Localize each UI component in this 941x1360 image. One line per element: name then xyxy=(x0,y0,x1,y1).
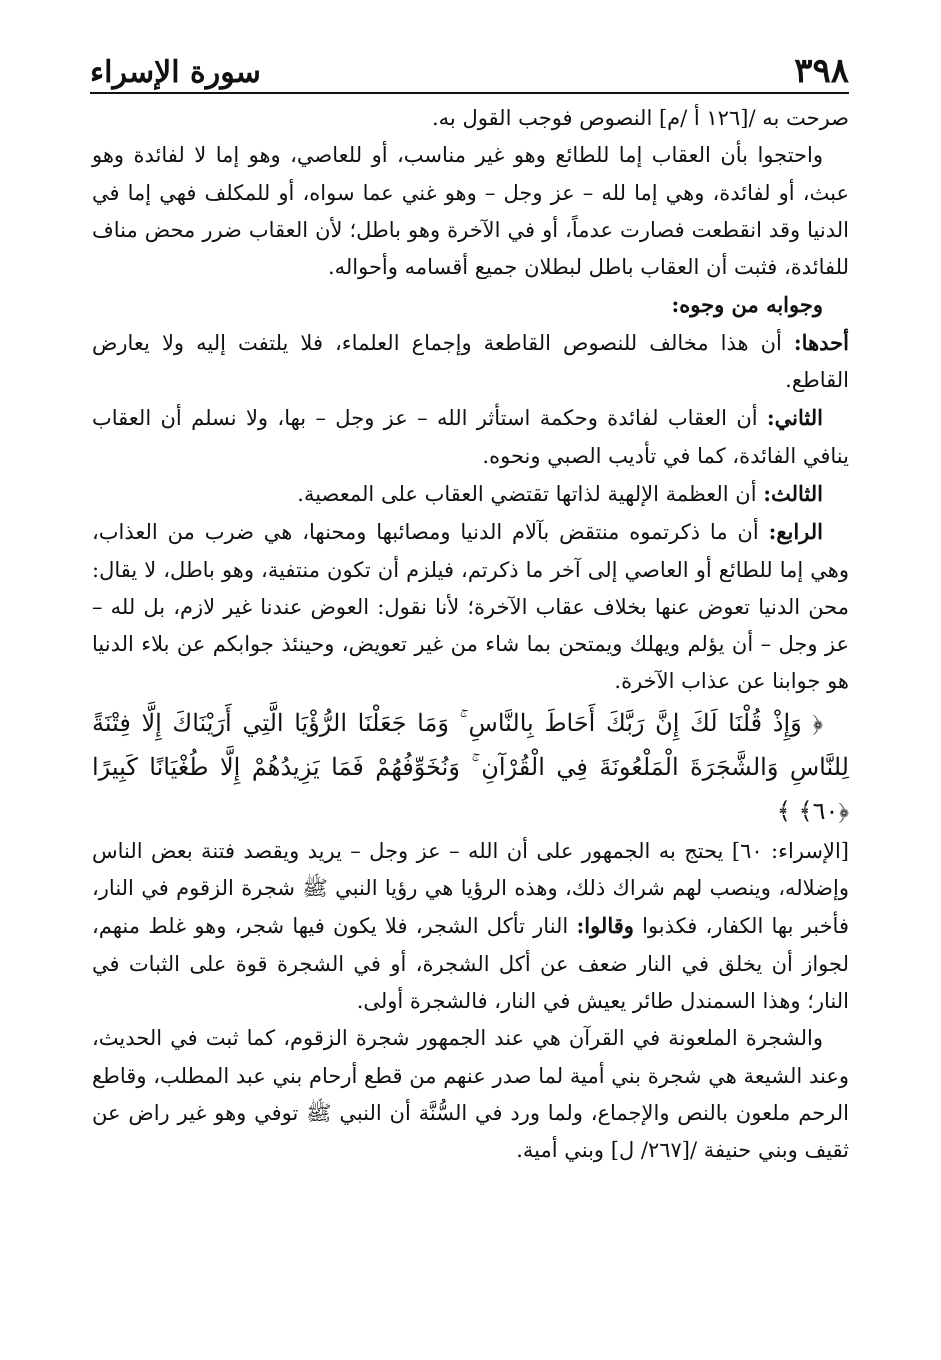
paragraph: واحتجوا بأن العقاب إما للطائع وهو غير مناسب، أو للعاصي، وهو إما لا لفائدة وهو عبث، أو لفائدة، وهي إما لله – عز وجل – وهو غني عما سواه، أو للمكلف فهي إما في الدنيا وقد انقطعت فصارت عدماً، أو في الآخرة وهو باطل؛ لأن العقاب ضرر محض مناف للفائدة، فثبت أن العقاب باطل لبطلان جميع أقسامه وأحواله. xyxy=(92,143,849,280)
paragraph xyxy=(92,475,849,513)
point-label: أحدها: xyxy=(793,329,849,355)
paragraph: صرحت به /[١٢٦ أ /م] النصوص فوجب القول به. xyxy=(432,106,849,130)
section-heading: وجوابه من وجوه: xyxy=(671,292,823,318)
point-label: الرابع: xyxy=(768,519,823,545)
paragraph xyxy=(92,324,849,400)
point-text: أن هذا مخالف للنصوص القاطعة وإجماع العلماء، فلا يلتفت إليه ولا يعارض القاطع. xyxy=(92,330,849,393)
point-text: أن العظمة الإلهية لذاتها تقتضي العقاب على المعصية. xyxy=(297,481,764,506)
inline-bold: وقالوا: xyxy=(576,913,634,939)
page-number: ٣٩٨ xyxy=(794,51,849,91)
point-text: أن العقاب لفائدة وحكمة استأثر الله – عز وجل – بها، ولا نسلم أن العقاب ينافي الفائدة، كما في تأديب الصبي ونحوه. xyxy=(92,406,849,468)
page-header xyxy=(90,36,849,94)
paragraph xyxy=(92,399,849,475)
paragraph xyxy=(92,833,849,1020)
surah-title: سورة الإسراء xyxy=(90,55,261,90)
point-label: الثالث: xyxy=(763,480,823,506)
quran-verse: ﴿ وَإِذْ قُلْنَا لَكَ إِنَّ رَبَّكَ أَحَاطَ بِالنَّاسِ ۚ وَمَا جَعَلْنَا الرُّؤْيَا الَّتِي أَرَيْنَاكَ إِلَّا فِتْنَةً لِلنَّاسِ وَالشَّجَرَةَ الْمَلْعُونَةَ فِي الْقُرْآنِ ۚ وَنُخَوِّفُهُمْ فَمَا يَزِيدُهُمْ إِلَّا طُغْيَانًا كَبِيرًا ﴿٦٠﴾ ﴾ xyxy=(92,708,849,825)
commentary-text: النار تأكل الشجر، فلا يكون فيها شجر، وهو غلط منهم، لجواز أن يخلق في النار ضعف عن أكل الشجرة، أو في الشجرة قوة على الثبات في النار؛ وهذا السمندل طائر يعيش في النار، فالشجرة أولى. xyxy=(92,914,849,1013)
page-body xyxy=(92,100,849,1169)
commentary-text: [الإسراء: ٦٠] يحتج به الجمهور على أن الله – عز وجل – يريد ويقصد فتنة بعض الناس وإضلاله، وينصب لهم شراك ذلك، وهذه الرؤيا هي رؤيا النبي ﷺ شجرة الزقوم في النار، فأخبر بها الكفار، فكذبوا xyxy=(92,838,849,939)
point-label: الثاني: xyxy=(766,405,823,431)
paragraph xyxy=(92,513,849,700)
point-text: أن ما ذكرتموه منتقض بآلام الدنيا ومصائبها ومحنها، هي ضرب من العذاب، وهي إما للطائع أو العاصي إلى آخر ما ذكرتم، فيلزم أن تكون منتفية، وهو باطل، لا يقال: محن الدنيا تعوض عنها بخلاف عقاب الآخرة؛ لأنا نقول: العوض عندنا غير لازم، بل لله – عز وجل – أن يؤلم ويهلك ويمتحن بما شاء من غير تعويض، وحينئذ جوابكم عن بلاء الدنيا هو جوابنا عن عذاب الآخرة. xyxy=(92,520,849,694)
paragraph: والشجرة الملعونة في القرآن هي عند الجمهور شجرة الزقوم، كما ثبت في الحديث، وعند الشيعة هي شجرة بني أمية لما صدر عنهم من قطع أرحام بني عبد المطلب، وقاطع الرحم ملعون بالنص والإجماع، ولما ورد في السُّنَّة أن النبي ﷺ توفي وهو غير راض عن ثقيف وبني حنيفة /[٢٦٧/ ل] وبني أمية. xyxy=(92,1026,849,1163)
